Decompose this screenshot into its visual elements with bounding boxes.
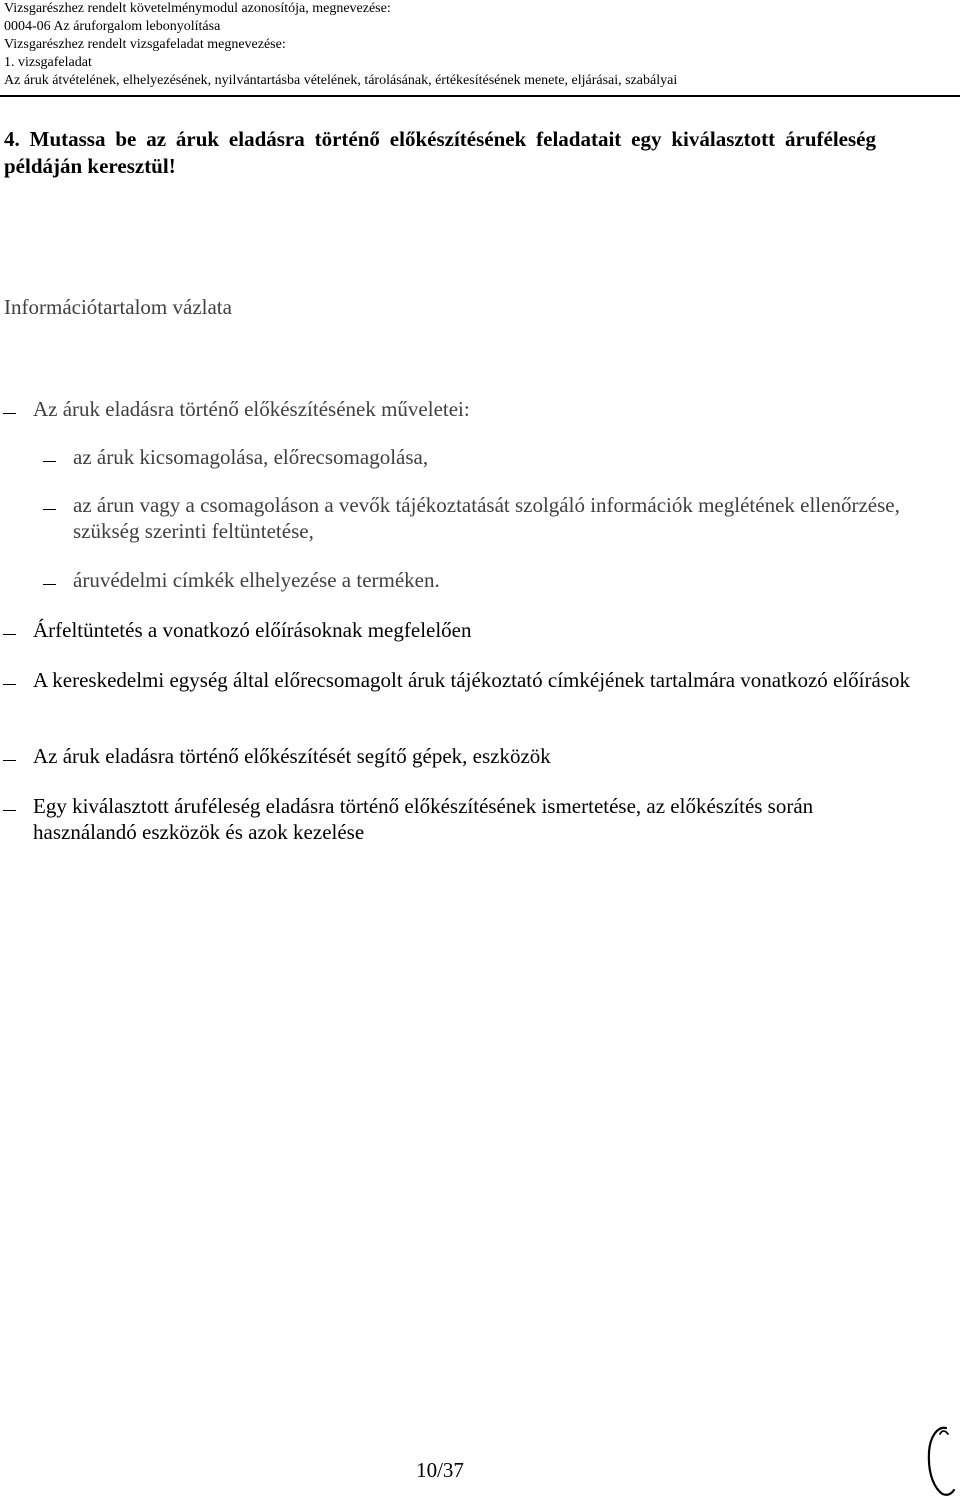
dash-bullet-icon (0, 743, 18, 769)
header-line: 1. vizsgafeladat (4, 55, 92, 70)
dash-bullet-icon (0, 793, 18, 819)
outline-item-text: áruvédelmi címkék elhelyezése a terméken. (73, 568, 440, 592)
outline-title: Információtartalom vázlata (4, 295, 232, 319)
header-line: 0004-06 Az áruforgalom lebonyolítása (4, 19, 221, 34)
outline-item (33, 667, 913, 693)
outline-subitem (73, 492, 913, 544)
dash-bullet-icon (0, 617, 18, 643)
outline-item (33, 793, 913, 845)
outline-item-text: az árun vagy a csomagoláson a vevők tájékoztatását szolgáló információk meglétének ellenőrzése, szükség szerinti feltüntetése, (73, 493, 900, 543)
dash-bullet-icon (40, 567, 58, 593)
header-divider (0, 95, 960, 97)
outline-item-text: Az áruk eladásra történő előkészítését segítő gépek, eszközök (33, 744, 551, 768)
outline-item (33, 743, 913, 769)
signature-mark-icon (918, 1420, 958, 1500)
page-number: 10/37 (416, 1458, 464, 1482)
outline-item-text: Egy kiválasztott áruféleség eladásra történő előkészítésének ismertetése, az előkészítés során használandó eszközök és azok kezelése (33, 794, 814, 844)
outline-item-text: az áruk kicsomagolása, előrecsomagolása, (73, 445, 429, 469)
dash-bullet-icon (40, 492, 58, 518)
header-line: Az áruk átvételének, elhelyezésének, nyilvántartásba vételének, tárolásának, értékesítésének menete, eljárásai, szabályai (4, 73, 678, 88)
header-line: Vizsgarészhez rendelt vizsgafeladat megnevezése: (4, 37, 286, 52)
dash-bullet-icon (40, 444, 58, 470)
dash-bullet-icon (0, 396, 18, 422)
dash-bullet-icon (0, 667, 18, 693)
page-header (4, 0, 954, 90)
header-line: Vizsgarészhez rendelt követelménymodul azonosítója, megnevezése: (4, 1, 391, 16)
question-heading: 4. Mutassa be az áruk eladásra történő előkészítésének feladatait egy kiválasztott áruféleség példáján keresztül! (4, 127, 876, 178)
outline-item (33, 396, 913, 422)
outline-item (33, 617, 913, 643)
outline-item-text: A kereskedelmi egység által előrecsomagolt áruk tájékoztató címkéjének tartalmára vonatkozó előírások (33, 668, 910, 692)
outline-subitem (73, 567, 913, 593)
outline-subitem (73, 444, 913, 470)
outline-item-text: Az áruk eladásra történő előkészítésének műveletei: (33, 397, 470, 421)
outline-item-text: Árfeltüntetés a vonatkozó előírásoknak megfelelően (33, 618, 472, 642)
